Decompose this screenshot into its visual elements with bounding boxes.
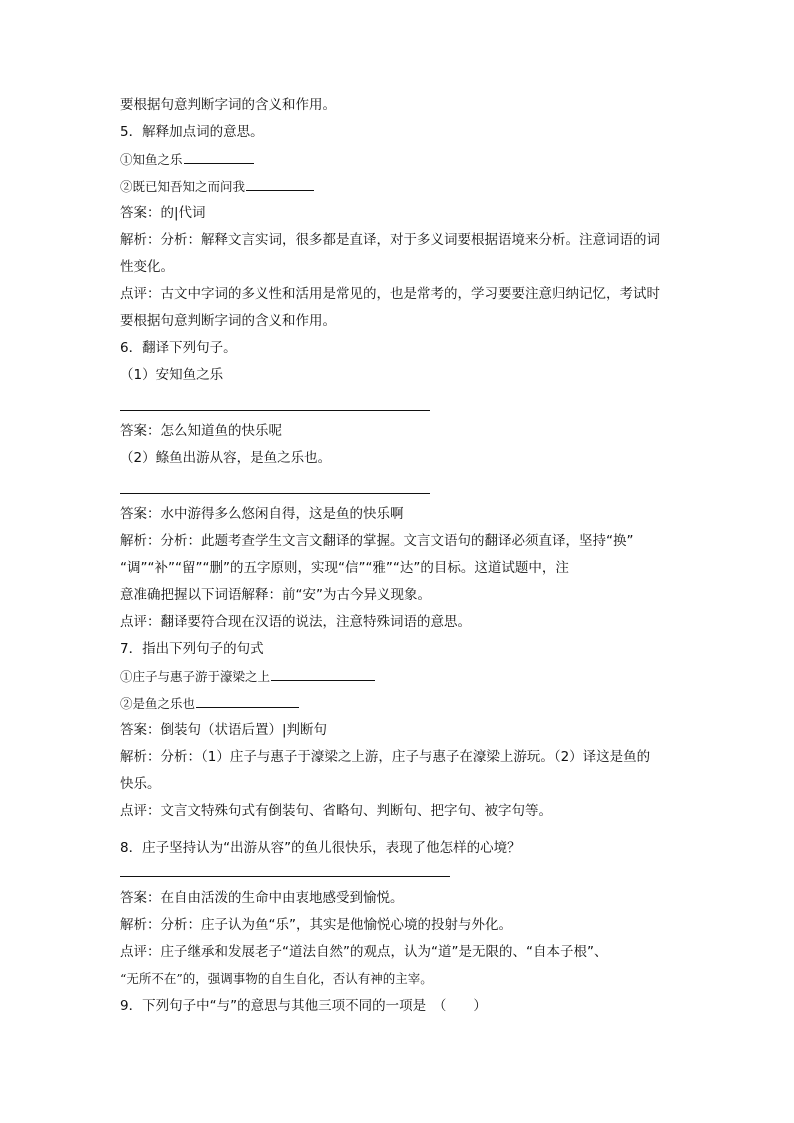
item-text: ①知鱼之乐	[120, 152, 183, 167]
item-text: ②既已知吾知之而问我	[120, 179, 246, 194]
comment-6: 点评：翻译要符合现在汉语的说法，注意特殊词语的意思。	[120, 614, 471, 630]
question-6-item-1: （1）安知鱼之乐	[120, 367, 224, 383]
item-text: ②是鱼之乐也	[120, 696, 196, 711]
answer-5: 答案：的|代词	[120, 205, 206, 221]
answer-rule	[120, 493, 430, 494]
answer-blank	[271, 667, 375, 681]
analysis-6-cont: “调”“补”“留”“删”的五字原则，实现“信”“雅”“达”的目标。这道试题中，注	[120, 560, 569, 576]
question-6-heading: 6．翻译下列句子。	[120, 340, 237, 356]
analysis-8: 解析：分析：庄子认为鱼“乐”，其实是他愉悦心境的投射与外化。	[120, 917, 512, 933]
question-6-item-2: （2）鲦鱼出游从容，是鱼之乐也。	[120, 450, 332, 466]
question-7-item-1	[120, 667, 680, 686]
analysis-7-cont: 快乐。	[120, 776, 161, 792]
item-text: ①庄子与惠子游于濠梁之上	[120, 669, 271, 684]
answer-rule	[120, 410, 430, 411]
answer-6-1: 答案：怎么知道鱼的快乐呢	[120, 423, 282, 439]
answer-8: 答案：在自由活泼的生命中由衷地感受到愉悦。	[120, 890, 404, 906]
comment-8-cont: “无所不在”的，强调事物的自生自化，否认有神的主宰。	[120, 971, 433, 986]
comment-5: 点评：古文中字词的多义性和活用是常见的，也是常考的，学习要要注意归纳记忆，考试时	[120, 286, 660, 302]
answer-blank	[184, 150, 254, 164]
question-9-heading: 9．下列句子中“与”的意思与其他三项不同的一项是 （ ）	[120, 998, 487, 1014]
answer-6-2: 答案：水中游得多么悠闲自得，这是鱼的快乐啊	[120, 506, 404, 522]
comment-8: 点评：庄子继承和发展老子“道法自然”的观点，认为“道”是无限的、“自本子根”、	[120, 944, 608, 960]
analysis-6: 解析：分析：此题考查学生文言文翻译的掌握。文言文语句的翻译必须直译，坚持“换”	[120, 533, 634, 549]
analysis-6-cont: 意准确把握以下词语解释：前“安”为古今异义现象。	[120, 587, 431, 603]
question-5-heading: 5．解释加点词的意思。	[120, 124, 264, 140]
question-5-item-1	[120, 150, 680, 169]
comment-5-cont: 要根据句意判断字词的含义和作用。	[120, 313, 336, 329]
analysis-5: 解析：分析：解释文言实词，很多都是直译，对于多义词要根据语境来分析。注意词语的词	[120, 232, 660, 248]
question-8-heading: 8．庄子坚持认为“出游从容”的鱼儿很快乐，表现了他怎样的心境？	[120, 840, 521, 856]
text-line: 要根据句意判断字词的含义和作用。	[120, 97, 336, 113]
comment-7: 点评：文言文特殊句式有倒装句、省略句、判断句、把字句、被字句等。	[120, 803, 552, 819]
answer-7: 答案：倒装句（状语后置）|判断句	[120, 722, 328, 738]
question-7-item-2	[120, 694, 680, 713]
analysis-5-cont: 性变化。	[120, 259, 174, 275]
answer-rule	[120, 876, 450, 877]
analysis-7: 解析：分析：（1）庄子与惠子于濠梁之上游，庄子与惠子在濠梁上游玩。（2）译这是鱼的	[120, 749, 651, 765]
answer-blank	[246, 177, 314, 191]
question-5-item-2	[120, 177, 680, 196]
answer-blank	[196, 694, 299, 708]
question-7-heading: 7．指出下列句子的句式	[120, 641, 264, 657]
